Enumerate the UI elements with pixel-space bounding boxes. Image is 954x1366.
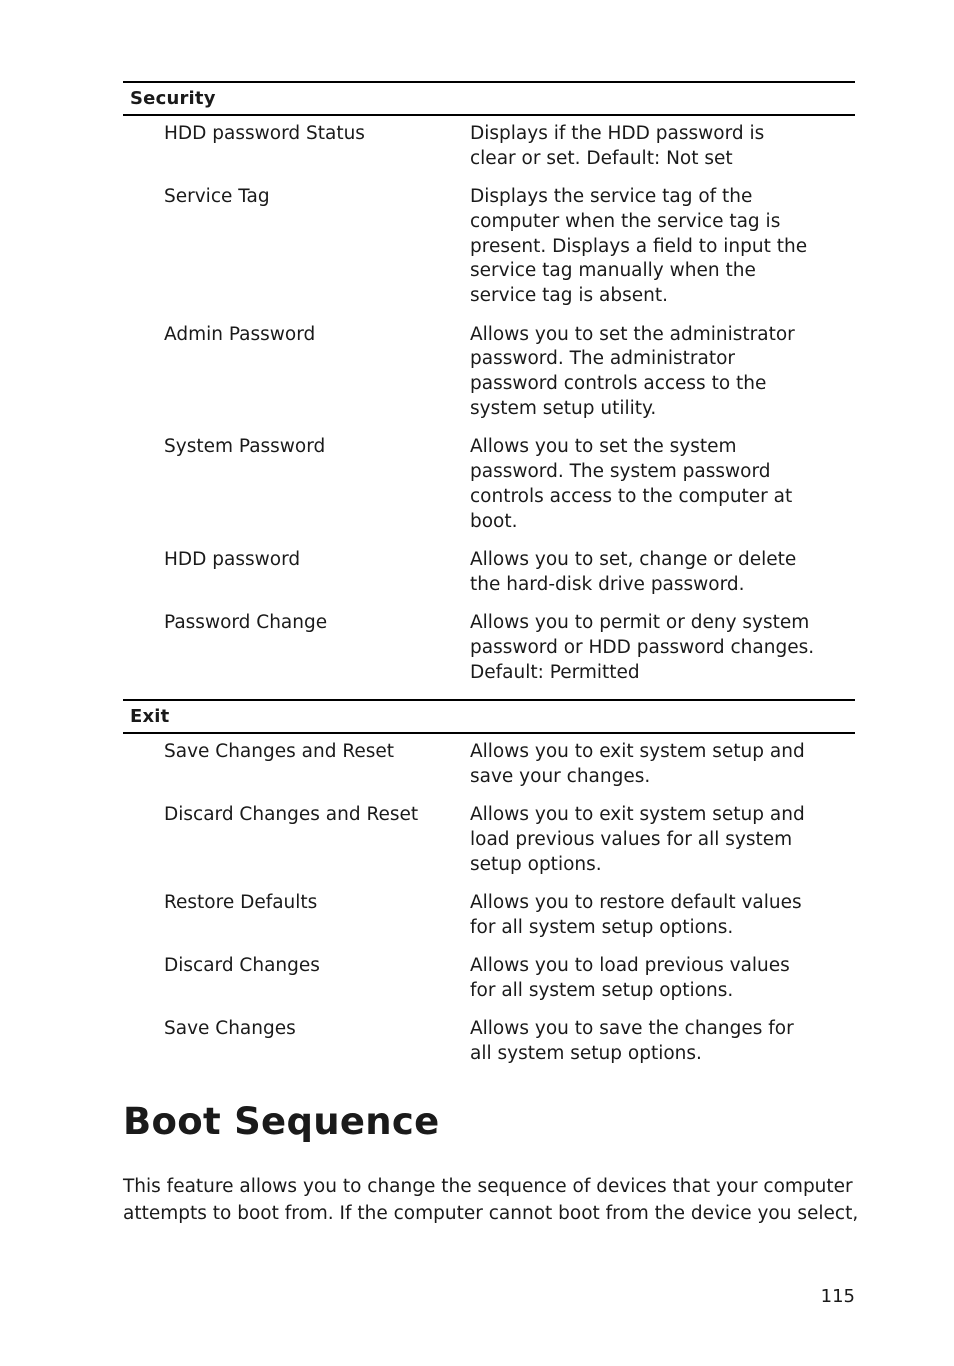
- setting-description: Displays the service tag of the computer when the service tag is present. Displays a field to input the service tag manually when the service tag is absent.: [470, 186, 808, 307]
- section-heading: Boot Sequence: [123, 1100, 440, 1143]
- exit-rows: [123, 734, 855, 1067]
- section-header-security: Security: [123, 81, 855, 116]
- setting-name: Discard Changes and Reset: [164, 804, 419, 826]
- security-rows: [123, 116, 855, 685]
- setting-description: Allows you to save the changes for all system setup options.: [470, 1018, 794, 1064]
- setting-name: HDD password Status: [164, 123, 365, 144]
- setting-description: Allows you to set the system password. The system password controls access to the computer at boot.: [470, 436, 793, 532]
- setting-name: Admin Password: [164, 323, 316, 345]
- table-row: [123, 803, 855, 877]
- table-row: [123, 611, 855, 685]
- section-header-exit: Exit: [123, 699, 855, 734]
- setting-name: Service Tag: [164, 186, 270, 208]
- setting-description: Displays if the HDD password is clear or set. Default: Not set: [470, 123, 765, 169]
- setting-description: Allows you to set, change or delete the hard-disk drive password.: [470, 548, 797, 595]
- setting-name: Discard Changes: [164, 955, 320, 977]
- table-row: [123, 323, 855, 422]
- table-row: [123, 1017, 855, 1067]
- setting-description: Allows you to restore default values for all system setup options.: [470, 891, 802, 938]
- setting-name: Save Changes and Reset: [164, 740, 395, 762]
- table-row: [123, 548, 855, 598]
- table-row: [123, 740, 855, 790]
- setting-description: Allows you to exit system setup and save your changes.: [470, 740, 805, 787]
- table-row: [123, 435, 855, 534]
- body-paragraph: This feature allows you to change the sequence of devices that your computer attempts to boot from. If the computer cannot boot from the device you select,: [123, 1176, 859, 1224]
- setting-name: HDD password: [164, 548, 301, 570]
- setting-name: Password Change: [164, 612, 328, 634]
- table-row: [123, 185, 855, 309]
- setting-name: Restore Defaults: [164, 891, 318, 913]
- setting-description: Allows you to exit system setup and load previous values for all system setup options.: [470, 804, 805, 875]
- table-row: [123, 954, 855, 1004]
- page-number: 115: [820, 1286, 855, 1307]
- table-row: [123, 122, 855, 172]
- setting-name: Save Changes: [164, 1018, 296, 1040]
- table-row: [123, 891, 855, 941]
- setting-description: Allows you to load previous values for all system setup options.: [470, 955, 790, 1001]
- settings-table: [123, 81, 855, 1080]
- setting-description: Allows you to permit or deny system password or HDD password changes. Default: Permitted: [470, 612, 815, 683]
- setting-description: Allows you to set the administrator password. The administrator password controls access to the system setup utility.: [470, 323, 795, 419]
- setting-name: System Password: [164, 436, 326, 458]
